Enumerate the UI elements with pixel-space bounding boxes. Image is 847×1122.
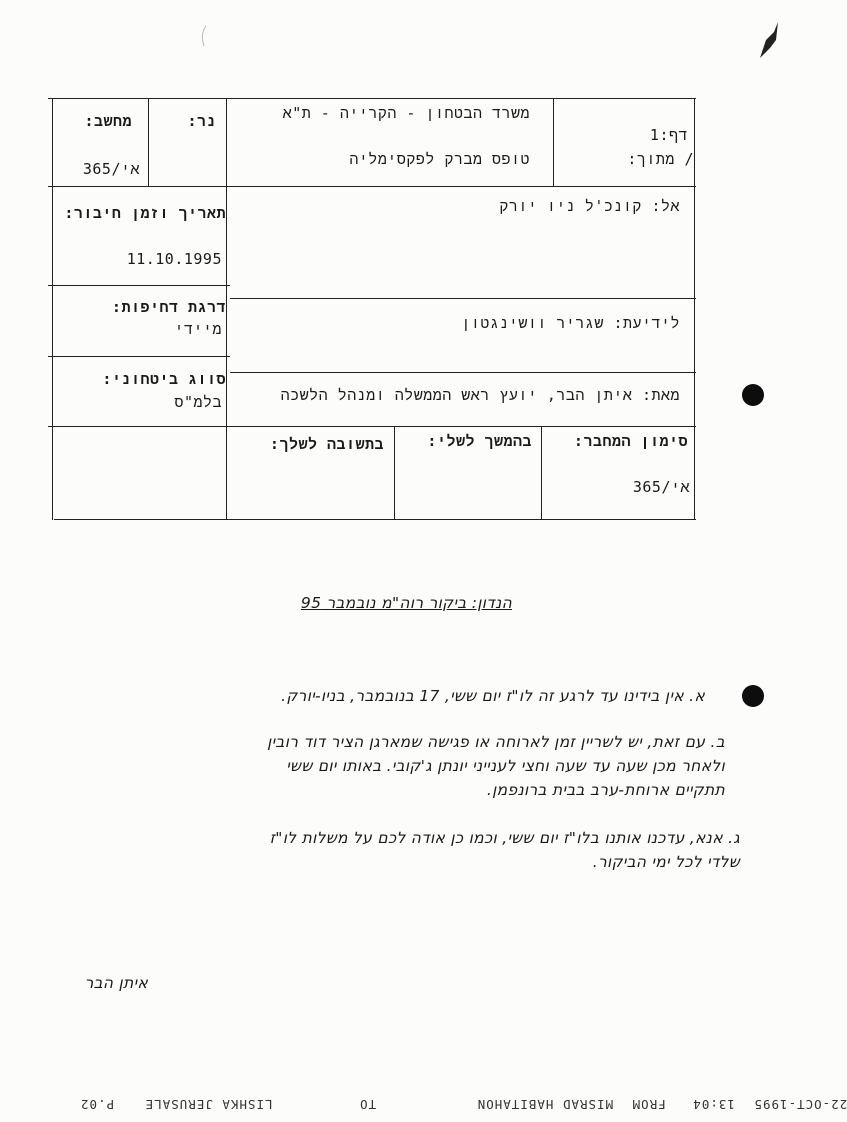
form-col-divider-e (541, 426, 542, 520)
date-label: תאריך וזמן חיבור: (64, 204, 226, 222)
computer-label: מחשב: (84, 112, 132, 130)
footer-from-label: FROM (631, 1097, 666, 1112)
paragraph-a: א. אין בידינו עד לרגע זה לו"ז יום ששי, 17 בנובמבר, בניו-יורק. (281, 687, 705, 705)
fax-footer (80, 1097, 847, 1112)
form-divider-2-right (230, 298, 696, 299)
from-label: מאת: איתן הבר, יועץ ראש הממשלה ומנהל הלשכה (280, 386, 680, 404)
form-top-border (48, 98, 696, 99)
computer-value: אי/365 (82, 160, 140, 178)
nr-label: נר: (187, 112, 216, 130)
footer-date: 22-OCT-1995 (753, 1097, 847, 1112)
form-left-border (52, 98, 53, 520)
footer-time: 13:04 (692, 1097, 735, 1112)
paragraph-b-line-3: תתקיים ארוחת-ערב בבית ברונפמן. (486, 781, 725, 799)
form-col-divider-a (148, 98, 149, 186)
to-label: אל: קונכ'ל ניו יורק (499, 197, 680, 215)
footer-from: MISRAD HABITAHON (476, 1097, 614, 1112)
form-bottom-border (54, 519, 696, 520)
reply-label: בתשובה לשלך: (269, 435, 384, 453)
punch-hole-top (742, 384, 764, 406)
paragraph-c-line-1: ג. אנא, עדכנו אותנו בלו"ז יום ששי, וכמו כן אודה לכם על משלות לו"ז (269, 829, 740, 847)
urgency-label: דרגת דחיפות: (111, 298, 226, 316)
footer-page: P.02 (80, 1097, 115, 1112)
corner-ink-mark (752, 10, 782, 60)
urgency-value: מיידי (174, 320, 222, 338)
footer-to-label: TO (359, 1097, 377, 1112)
form-col-divider-c (553, 98, 554, 186)
form-divider-1 (48, 186, 696, 187)
form-divider-3-right (230, 372, 696, 373)
ref-value: אי/365 (632, 478, 690, 496)
office-line-1: משרד הבטחון - הקרייה - ת"א (282, 104, 530, 122)
form-col-divider-d (394, 426, 395, 520)
page-label: דף:1 (649, 126, 688, 144)
of-label: / מתוך: (627, 150, 694, 168)
paragraph-b-line-1: ב. עם זאת, יש לשריין זמן לארוחה או פגישה שמארגן הציר דוד רובין (267, 733, 725, 751)
date-value: 11.10.1995 (126, 250, 222, 268)
paragraph-c-line-2: שלדי לכל ימי הביקור. (592, 853, 740, 871)
form-right-border (694, 98, 695, 520)
footer-to: LISHKA JERUSALE (144, 1097, 273, 1112)
faint-pencil-mark (198, 24, 210, 48)
punch-hole-bottom (742, 685, 764, 707)
form-divider-3-left (48, 356, 230, 357)
form-divider-2-left (48, 285, 230, 286)
info-label: לידיעת: שגריר וושינגטון (461, 314, 680, 332)
security-value: בלמ"ס (174, 393, 222, 411)
continuation-label: בהמשך לשלי: (427, 432, 532, 450)
form-col-divider-b (226, 98, 227, 520)
signature: איתן הבר (84, 974, 148, 992)
security-label: סווג ביטחוני: (102, 370, 226, 388)
subject-line: הנדון: ביקור רוה"מ נובמבר 95 (300, 594, 512, 612)
office-line-2: טופס מברק לפקסימליה (349, 150, 530, 168)
paragraph-b-line-2: ולאחר מכן שעה עד שעה וחצי לענייני יונתן ג'קובי. באותו יום ששי (286, 757, 725, 775)
form-divider-4 (48, 426, 696, 427)
ref-label: סימון המחבר: (573, 432, 688, 450)
